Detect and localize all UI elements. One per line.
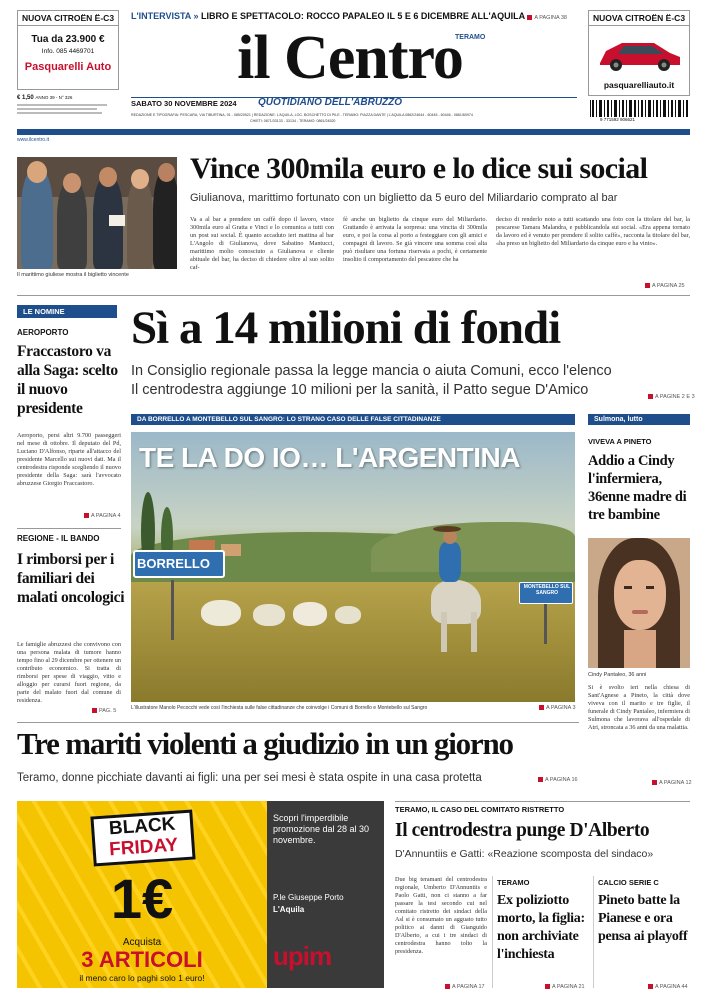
- masthead-tagline: QUOTIDIANO DELL'ABRUZZO: [258, 97, 403, 108]
- ad-left-title: NUOVA CITROËN Ë-C3: [18, 11, 118, 26]
- sidebar-text-2: Le famiglie abruzzesi che convivono con una persona malata di tumore hanno tempo fino al 29 dicembre per ottenere un contributo economico. Si tratta di rimborsi per spese di viaggio, vitto e alloggio per curarsi fuori regione, da parte del malato fuori dal comune di residenza.: [17, 641, 121, 704]
- story5-headline[interactable]: Ex poliziotto morto, la figlia: non archiviate l'inchiesta: [497, 893, 585, 962]
- story3-subhead: Teramo, donne picchiate davanti ai figli: una per sei mesi è stata ospite in una casa protetta: [17, 772, 482, 784]
- price: € 1,50: [17, 95, 34, 101]
- story1-caption: Il marittimo giuliese mostra il biglietto vincente: [17, 272, 129, 278]
- feature-page: A PAGINA 3: [539, 705, 576, 711]
- story5-page: A PAGINA 21: [545, 984, 585, 990]
- upim-address-2: L'Aquila: [273, 905, 305, 914]
- lead-page: A PAGINE 2 E 3: [648, 394, 695, 400]
- right-text: Si è svolto ieri nella chiesa di Sant'Agnese a Pineto, la città dove viveva con il marito e tre figlie, il funerale di Cindy Pantaleo, infermiera di Sulmona che lavorava all'ospedale di Atri, stroncata a 36 anni da una malattia.: [588, 684, 690, 731]
- upim-address-1: P.le Giuseppe Porto: [273, 893, 344, 902]
- top-strip-text: LIBRO E SPETTACOLO: ROCCO PAPALEO IL 5 E 6 DICEMBRE ALL'AQUILA: [201, 11, 525, 21]
- website[interactable]: www.ilcentro.it: [17, 137, 49, 143]
- upim-price: 1€: [110, 867, 174, 930]
- upim-promo: Scopri l'imperdibile promozione dal 28 al 30 novembre.: [273, 813, 370, 845]
- upim-friday: FRIDAY: [108, 834, 179, 861]
- upim-ad[interactable]: [17, 801, 384, 988]
- story5-kicker: TERAMO: [497, 878, 530, 887]
- paper-name: il Centro: [237, 24, 463, 92]
- ad-citroen-right[interactable]: [588, 10, 690, 96]
- story1-page: A PAGINA 25: [645, 283, 685, 289]
- upim-note: il meno caro lo paghi solo 1 euro!: [79, 973, 205, 983]
- ad-citroen-left[interactable]: [17, 10, 119, 90]
- story3-page: A PAGINA 16: [538, 777, 578, 783]
- right-label: Sulmona, lutto: [588, 414, 690, 425]
- divider-1: [17, 295, 690, 296]
- story1-subhead: Giulianova, marittimo fortunato con un biglietto da 5 euro del Miliardario comprato al bar: [190, 192, 618, 204]
- sign-montebello: MONTEBELLO SUL SANGRO: [523, 584, 571, 596]
- feature-caption: L'illustratore Manolo Pecocchi vede così l'inchiesta sulle false cittadinanze che coinvolge i Comuni di Borrello e Montebello sul Sangro: [131, 705, 428, 711]
- ad-right-title: NUOVA CITROËN Ë-C3: [589, 11, 689, 26]
- story6-headline[interactable]: Pineto batte la Pianese e ora pensa ai playoff: [598, 893, 688, 944]
- top-strip[interactable]: L'INTERVISTA » LIBRO E SPETTACOLO: ROCCO PAPALEO IL 5 E 6 DICEMBRE ALL'AQUILA A PAGINA 38: [131, 11, 567, 21]
- story6-page: A PAGINA 44: [648, 984, 688, 990]
- sidebar-page-1: A PAGINA 4: [84, 513, 121, 519]
- sidebar-label-nomine: LE NOMINE: [17, 305, 117, 318]
- upim-articoli: 3 ARTICOLI: [81, 947, 203, 972]
- sign-borrello: BORRELLO: [137, 556, 210, 571]
- story1-photo: [17, 157, 177, 269]
- car-image: [592, 29, 686, 75]
- edition: TERAMO: [455, 34, 486, 41]
- upim-acquista: Acquista: [122, 937, 162, 948]
- sidebar-page-2: PAG. 5: [92, 708, 116, 714]
- story1-col2: fè anche un biglietto da cinque euro del Miliardario. Grattando è arrivata la sorpresa: una vincita di 300mila euro, e poi la corsa al porto a festeggiare con gli amici e compagni di lavoro. Se già vincere una somma così alta può risultare una fortuna riservata a pochi, è certamente insolito il comportamento del pescatore che ha: [343, 216, 487, 263]
- lead-headline[interactable]: Sì a 14 milioni di fondi: [131, 302, 561, 354]
- right-photo: [588, 538, 690, 668]
- ad-right-url[interactable]: pasquarelliauto.it: [603, 80, 675, 90]
- sidebar-kicker-regione: REGIONE - IL BANDO: [17, 534, 100, 543]
- masthead-address: REDAZIONE E TIPOGRAFIA: PESCARA, VIA TIBURTINA, 91 - 085/20521 | REDAZIONE: L'AQUILA, LOC. BOSCHETTO DI PILE - TERAMO: PIAZZA DANTE | L'AQUILA 0862/24644 - 60445 - 60446 - 0861/60974: [131, 113, 473, 117]
- upim-black: BLACK: [108, 813, 177, 840]
- price-issue: [17, 94, 119, 114]
- story6-kicker: CALCIO SERIE C: [598, 878, 659, 887]
- sidebar-headline-1[interactable]: Fraccastoro va alla Saga: scelto il nuovo presidente: [17, 343, 118, 417]
- sidebar-headline-2[interactable]: I rimborsi per i familiari dei malati oncologici: [17, 551, 125, 606]
- story1-col3: deciso di renderlo noto a tutti scattando una foto con la titolare del bar, la pescarese Tamara Malandra, e pubblicandola sui social. «Era appena tornato da lavoro ed è venuto per prendere il solito caffè», racconta la titolare del bar, «ha preso un biglietto del Miliardario da cinque euro e ha vinto».: [496, 216, 690, 247]
- divider-story3: [17, 722, 579, 723]
- masthead-address-2: CHIETI: 0871/33133 - 33134 - TERAMO: 0861/24520: [250, 119, 336, 123]
- lead-sub-1: In Consiglio regionale passa la legge mancia o aiuta Comuni, ecco l'elenco: [131, 363, 612, 379]
- story4-subhead: D'Annuntiis e Gatti: «Reazione scomposta del sindaco»: [395, 848, 654, 860]
- sidebar-kicker-aeroporto: AEROPORTO: [17, 328, 69, 337]
- right-caption: Cindy Pantaleo, 36 anni: [588, 672, 647, 678]
- ad-left-dealer: Pasquarelli Auto: [24, 61, 112, 73]
- sidebar-text-1: Aeroporto, persi altri 9.700 passeggeri nel mese di ottobre. Il deputato del Pd, Luciano D'Alfonso, riparte all'attacco del presidente Marcello sui nuovi dati. Ma il centrodestra risponde scegliendo il nuovo presidente della Saga: sarà l'avvocato abruzzese Giorgio Fraccastoro.: [17, 432, 121, 487]
- feature-illustration[interactable]: [131, 432, 575, 702]
- story3-headline[interactable]: Tre mariti violenti a giudizio in un giorno: [17, 726, 513, 761]
- right-headline[interactable]: Addio a Cindy l'infermiera, 36enne madre di tre bambine: [588, 453, 687, 523]
- story4-headline[interactable]: Il centrodestra punge D'Alberto: [395, 820, 650, 841]
- story4-text: Due big teramani del centrodestra regionale, Umberto D'Annuntiis e Paolo Gatti, non ci stanno a far passare la tesi secondo cui nel comitato ristretto dei sindaci della Asl si è consumato un agguato tutto politico ai danni di Gianguido D'Alberto, a cui i tre sindaci di centrodestra hanno tolto la presidenza.: [395, 876, 487, 955]
- top-strip-page: A PAGINA 38: [527, 15, 567, 21]
- story4-page: A PAGINA 17: [445, 984, 485, 990]
- story1-col1: Va a al bar a prendere un caffè dopo il lavoro, vince 300mila euro al Gratta e Vinci e lo comunica a tutti con un post sui social. È quanto accaduto ieri mattina al bar L'Angolo di Giulianova, dove Sabatino Mantucci, marittimo molto conosciuto a Giulianova e cliente abituale del bar, ha deciso di chiedere oltre al suo solito caf-: [190, 216, 334, 271]
- upim-brand-logo: upim: [273, 941, 332, 971]
- barcode-number: 9 771592 906621: [600, 117, 636, 122]
- feature-bar: DA BORRELLO A MONTEBELLO SUL SANGRO: LO STRANO CASO DELLE FALSE CITTADINANZE: [131, 414, 575, 425]
- issue: ANNO 39 - N° 326: [35, 95, 73, 100]
- header-blue-rule: [17, 129, 690, 135]
- feature-title: TE LA DO IO… L'ARGENTINA: [139, 442, 520, 473]
- story1-headline[interactable]: Vince 300mila euro e lo dice sui social: [190, 152, 648, 185]
- lead-sub-2: Il centrodestra aggiunge 10 milioni per la sanità, il Patto segue D'Amico: [131, 382, 589, 398]
- ad-left-info: Info. 085 4469701: [41, 48, 95, 55]
- story4-kicker: TERAMO, IL CASO DEL COMITATO RISTRETTO: [395, 805, 565, 814]
- ad-left-price: Tua da 23.900 €: [31, 34, 105, 45]
- right-page: A PAGINA 12: [652, 780, 692, 786]
- right-kicker: VIVEVA A PINETO: [588, 437, 652, 446]
- top-strip-label: L'INTERVISTA: [131, 11, 191, 21]
- masthead-date: SABATO 30 NOVEMBRE 2024: [131, 99, 237, 108]
